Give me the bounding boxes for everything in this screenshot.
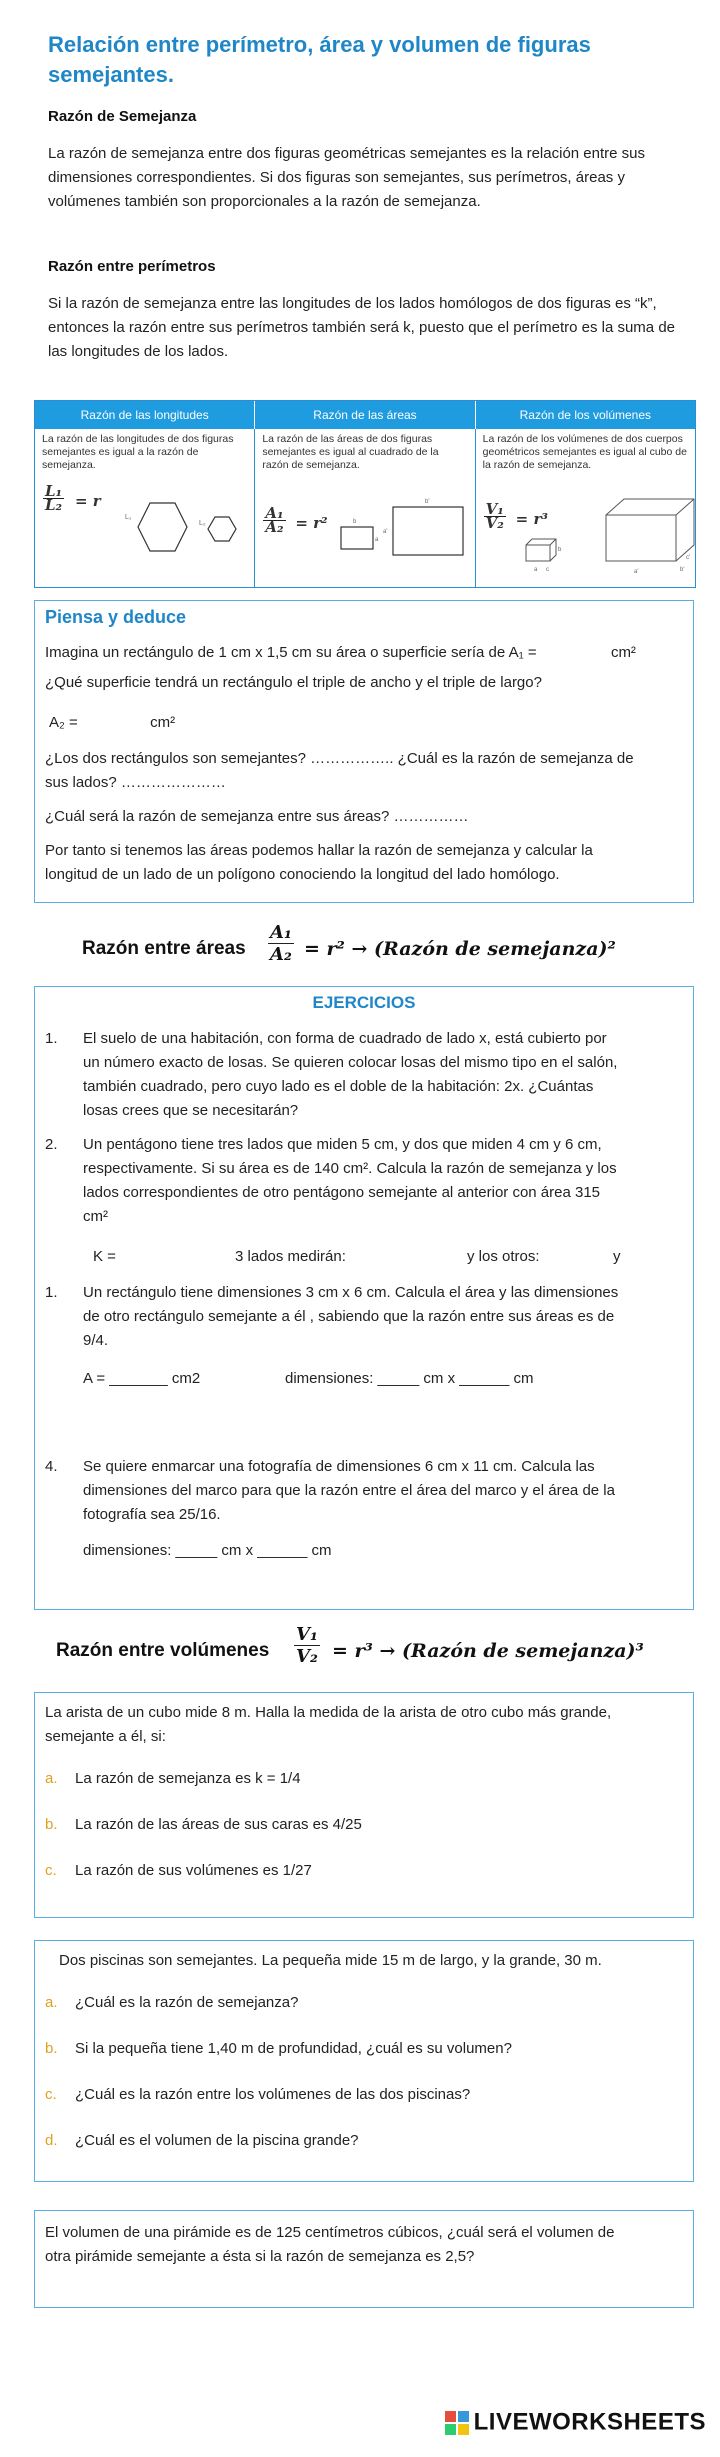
label-a: a <box>375 537 379 543</box>
brand-logo <box>444 2408 706 2437</box>
formula-rhs: = r³ <box>515 510 548 528</box>
piscinas-item-d: ¿Cuál es el volumen de la piscina grande? <box>75 2132 359 2149</box>
label-a-prime: a' <box>633 569 639 575</box>
piramide-line-1: El volumen de una pirámide es de 125 centímetros cúbicos, ¿cuál será el volumen de <box>45 2224 615 2241</box>
formula-label: Razón entre volúmenes <box>56 1640 270 1661</box>
piscinas-letter-a: a. <box>45 1994 58 2011</box>
piensa-line-5: ¿Cuál será la razón de semejanza entre sus áreas? …………… <box>45 808 469 825</box>
ej-line: lados correspondientes de otro pentágono semejante al anterior con área 315 <box>83 1184 601 1201</box>
cubo-item-b: La razón de las áreas de sus caras es 4/25 <box>75 1816 362 1833</box>
piensa-line-4b: sus lados? ………………… <box>45 774 226 791</box>
ej-line: 9/4. <box>83 1332 109 1349</box>
piensa-l1-text: Imagina un rectángulo de 1 cm x 1,5 cm su área o superficie sería de A₁ = <box>45 644 537 661</box>
label-b: b <box>353 519 357 525</box>
header-longitudes: Razón de las longitudes <box>35 401 255 429</box>
cubo-item-c: La razón de sus volúmenes es 1/27 <box>75 1862 312 1879</box>
formula-rhs: = r <box>75 492 101 510</box>
formula-rhs: = r² → (Razón de semejanza)² <box>304 938 616 960</box>
col-volumenes <box>476 429 695 587</box>
hexagons-figure <box>115 497 245 567</box>
piensa-box <box>34 600 694 903</box>
label-a-prime: a' <box>383 529 388 535</box>
ej-line: también cuadrado, pero cuyo lado es el doble de la habitación: 2x. ¿Cuántas <box>83 1078 594 1095</box>
ej-line: dimensiones del marco para que la razón entre el área del marco y el área de la <box>83 1482 615 1499</box>
formula-frac <box>268 922 294 965</box>
piscinas-box <box>34 1940 694 2182</box>
prisms-figure <box>520 485 696 583</box>
rectangles-figure <box>335 489 475 569</box>
frac-num: A₁ <box>270 922 292 943</box>
frac-num: V₁ <box>485 500 504 518</box>
ej-line: El suelo de una habitación, con forma de cuadrado de lado x, está cubierto por <box>83 1030 607 1047</box>
ej-line: respectivamente. Si su área es de 140 cm². Calcula la razón de semejanza y los <box>83 1160 617 1177</box>
text-volumenes: La razón de los volúmenes de dos cuerpos geométricos semejantes es igual al cubo de la razón de semejanza. <box>482 433 687 471</box>
ej-line: Un rectángulo tiene dimensiones 3 cm x 6 cm. Calcula el área y las dimensiones <box>83 1284 619 1301</box>
cubo-item-a: La razón de semejanza es k = 1/4 <box>75 1770 301 1787</box>
formula-rhs: = r³ → (Razón de semejanza)³ <box>332 1640 644 1662</box>
otros-label: y los otros: <box>467 1248 540 1265</box>
y-label: y <box>613 1248 621 1265</box>
dims-answer-line[interactable]: dimensiones: _____ cm x ______ cm <box>285 1370 534 1387</box>
cubo-letter-a: a. <box>45 1770 58 1787</box>
ej-num-3: 1. <box>45 1284 58 1301</box>
ej-num-1: 1. <box>45 1030 58 1047</box>
ej-line: fotografía sea 25/16. <box>83 1506 221 1523</box>
formula-volumenes-row <box>56 1622 696 1682</box>
label-b-prime: b' <box>425 499 430 505</box>
logo-icon <box>444 2410 470 2436</box>
ej-num-4: 4. <box>45 1458 58 1475</box>
cubo-letter-b: b. <box>45 1816 58 1833</box>
lados-label: 3 lados medirán: <box>235 1248 346 1265</box>
label-l2: L₂ <box>199 520 206 527</box>
ej-line: Se quiere enmarcar una fotografía de dimensiones 6 cm x 11 cm. Calcula las <box>83 1458 595 1475</box>
piscinas-letter-d: d. <box>45 2132 58 2149</box>
piensa-l3-text: A₂ = <box>49 714 78 731</box>
label-b: b <box>557 547 561 553</box>
piscinas-intro: Dos piscinas son semejantes. La pequeña mide 15 m de largo, y la grande, 30 m. <box>59 1952 602 1969</box>
piscinas-letter-b: b. <box>45 2040 58 2057</box>
text-longitudes: La razón de las longitudes de dos figuras semejantes es igual a la razón de semejanza. <box>42 433 234 471</box>
piensa-line-6: Por tanto si tenemos las áreas podemos hallar la razón de semejanza y calcular la <box>45 842 593 859</box>
frac-num: V₁ <box>296 1624 318 1645</box>
k-label: K = <box>93 1248 116 1265</box>
frac-den: V₂ <box>485 514 504 532</box>
formula-frac <box>294 1624 320 1667</box>
cubo-intro-2: semejante a él, si: <box>45 1728 166 1745</box>
ej-num-2: 2. <box>45 1136 58 1153</box>
header-areas: Razón de las áreas <box>255 401 475 429</box>
ejercicios-title: EJERCICIOS <box>312 993 416 1012</box>
razones-table <box>34 400 696 588</box>
label-l1: L₁ <box>125 514 132 521</box>
formula-areas-row <box>82 920 662 980</box>
text-areas: La razón de las áreas de dos figuras semejantes es igual al cuadrado de la razón de semejanza. <box>262 433 439 471</box>
piensa-l1-unit: cm² <box>610 644 636 661</box>
piensa-line-2: ¿Qué superficie tendrá un rectángulo el triple de ancho y el triple de largo? <box>45 674 542 691</box>
heading-razon-semejanza: Razón de Semejanza <box>48 108 197 125</box>
ej-line: Un pentágono tiene tres lados que miden 5 cm, y dos que miden 4 cm y 6 cm, <box>83 1136 602 1153</box>
label-b-prime: b' <box>679 567 685 573</box>
piensa-line-4: ¿Los dos rectángulos son semejantes? …………….. ¿Cuál es la razón de semejanza de <box>45 750 634 767</box>
ej-line: un número exacto de losas. Se quieren colocar losas del mismo tipo en el salón, <box>83 1054 618 1071</box>
cubo-letter-c: c. <box>45 1862 57 1879</box>
piscinas-item-b: Si la pequeña tiene 1,40 m de profundidad, ¿cuál es su volumen? <box>75 2040 512 2057</box>
col-longitudes <box>35 429 255 587</box>
cubo-intro-1: La arista de un cubo mide 8 m. Halla la medida de la arista de otro cubo más grande, <box>45 1704 612 1721</box>
formula-rhs: = r² <box>295 514 328 532</box>
ejercicios-box <box>34 986 694 1610</box>
frac-den: V₂ <box>296 1646 318 1667</box>
piensa-line-3 <box>49 711 175 735</box>
marco-dims-answer-line[interactable]: dimensiones: _____ cm x ______ cm <box>83 1542 332 1559</box>
page-title: Relación entre perímetro, área y volumen de figuras semejantes. <box>48 32 591 87</box>
formula-label: Razón entre áreas <box>82 938 246 959</box>
piscinas-letter-c: c. <box>45 2086 57 2103</box>
ej-line: losas crees que se necesitarán? <box>83 1102 299 1119</box>
label-c: c <box>545 567 549 573</box>
piramide-line-2: otra pirámide semejante a ésta si la razón de semejanza es 2,5? <box>45 2248 475 2265</box>
cubo-box <box>34 1692 694 1918</box>
col-areas <box>255 429 475 587</box>
formula-areas <box>263 504 285 536</box>
label-c-prime: c' <box>685 555 690 561</box>
formula-volumenes <box>484 500 506 532</box>
ej-line: cm² <box>83 1208 108 1225</box>
label-a: a <box>533 567 537 573</box>
brand-text: LIVEWORKSHEETS <box>473 2408 706 2436</box>
piensa-line-6b: longitud de un lado de un polígono conociendo la longitud del lado homólogo. <box>45 866 560 883</box>
heading-razon-perimetros: Razón entre perímetros <box>48 258 216 275</box>
text-razon-semejanza: La razón de semejanza entre dos figuras geométricas semejantes es la relación entre sus dimensiones correspondientes. Si dos figuras son semejantes, sus perímetros, áreas y volúmenes también son proporcionales a la razón de semejanza. <box>48 145 645 210</box>
formula-longitudes <box>43 482 64 514</box>
piensa-l3-unit: cm² <box>150 714 176 731</box>
frac-den: A₂ <box>265 518 284 536</box>
header-volumenes: Razón de los volúmenes <box>519 408 652 422</box>
frac-den: L₂ <box>45 496 63 514</box>
piensa-line-1 <box>45 641 636 665</box>
frac-num: L₁ <box>45 482 63 500</box>
area-answer-line[interactable]: A = _______ cm2 <box>83 1370 201 1387</box>
piramide-box <box>34 2210 694 2308</box>
frac-den: A₂ <box>270 944 292 965</box>
frac-num: A₁ <box>265 504 284 522</box>
piscinas-item-c: ¿Cuál es la razón entre los volúmenes de las dos piscinas? <box>75 2086 471 2103</box>
text-razon-perimetros: Si la razón de semejanza entre las longitudes de los lados homólogos de dos figuras es “k”, entonces la razón entre sus perímetros también será k, puesto que el perímetro es la suma de las longitudes de los lados. <box>48 295 675 360</box>
piensa-title: Piensa y deduce <box>45 607 187 627</box>
ej-line: de otro rectángulo semejante a él , sabiendo que la razón entre sus áreas es de <box>83 1308 615 1325</box>
piscinas-item-a: ¿Cuál es la razón de semejanza? <box>75 1994 299 2011</box>
